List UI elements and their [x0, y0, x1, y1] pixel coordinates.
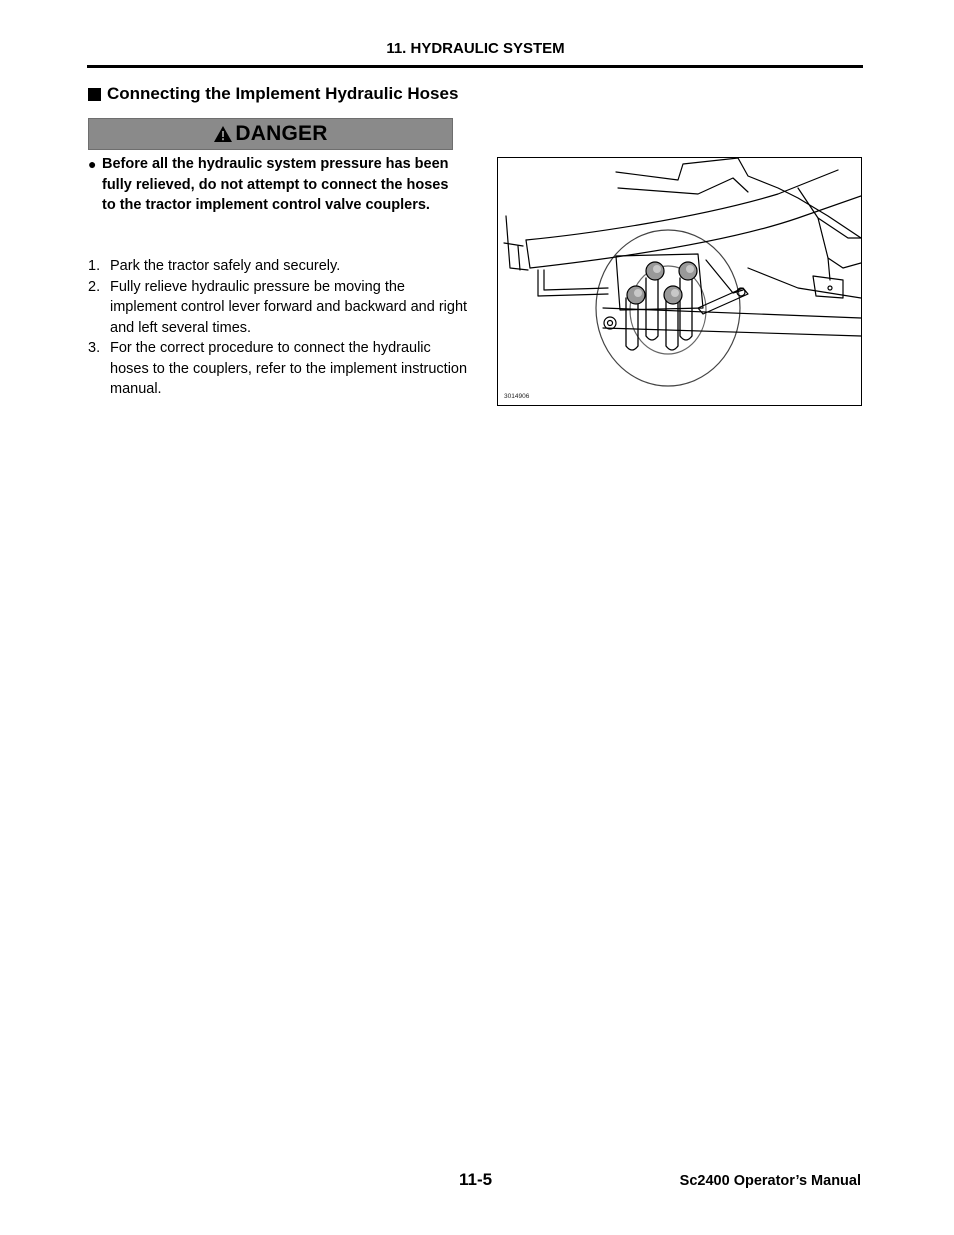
- manual-title: Sc2400 Operator’s Manual: [679, 1173, 861, 1189]
- page-number: 11-5: [459, 1170, 493, 1189]
- step-item: [88, 277, 468, 339]
- step-number: 2.: [88, 278, 101, 295]
- step-text: For the correct procedure to connect the hydraulic hoses to the couplers, refer to the implement instruction manual.: [110, 340, 468, 397]
- section-heading-text: Connecting the Implement Hydraulic Hoses: [107, 84, 459, 103]
- coupler-illustration: [498, 158, 861, 405]
- danger-warning: [88, 154, 463, 216]
- step-item: [88, 338, 468, 400]
- step-text: Fully relieve hydraulic pressure be moving the implement control lever forward and backward and right and left several times.: [110, 278, 468, 336]
- warning-triangle-icon: [213, 125, 233, 143]
- step-number: 1.: [88, 258, 101, 274]
- danger-warning-text: Before all the hydraulic system pressure has been fully relieved, do not attempt to connect the hoses to the tractor implement control valve couplers.: [102, 156, 449, 213]
- chapter-title: 11. HYDRAULIC SYSTEM: [386, 40, 565, 57]
- danger-label: DANGER: [235, 122, 328, 145]
- danger-banner: [88, 118, 453, 150]
- round-bullet-icon: ●: [88, 156, 97, 172]
- header-rule: [87, 65, 863, 68]
- figure-id-label: 3014906: [504, 393, 530, 400]
- step-number: 3.: [88, 340, 101, 356]
- step-item: [88, 256, 468, 277]
- square-bullet-icon: [88, 88, 101, 101]
- procedure-steps: [88, 256, 468, 400]
- section-heading: [88, 84, 458, 104]
- step-text: Park the tractor safely and securely.: [110, 258, 341, 274]
- hydraulic-couplers-figure: [497, 157, 862, 406]
